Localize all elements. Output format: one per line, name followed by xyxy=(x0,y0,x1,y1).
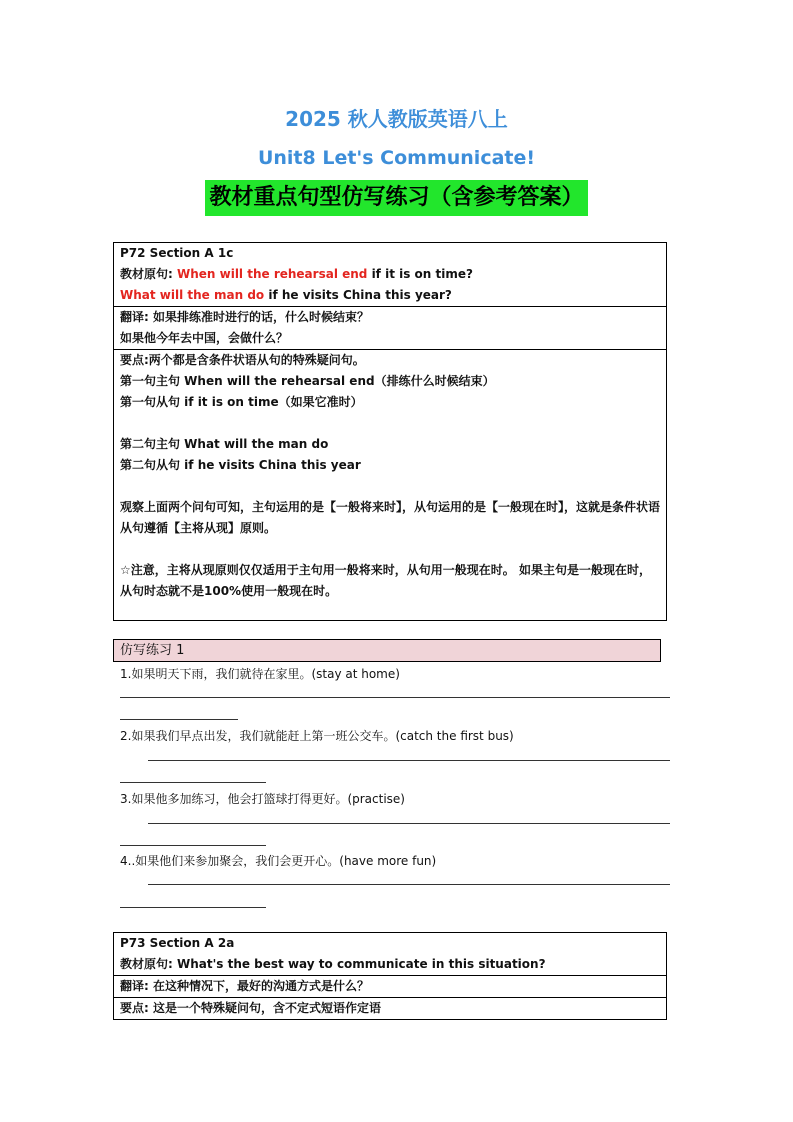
doc-title: 2025 秋人教版英语八上 xyxy=(285,107,508,131)
sentence-box-2 xyxy=(113,932,667,1020)
practice-heading: 仿写练习 1 xyxy=(113,639,661,662)
original-sentence: 教材原句: What's the best way to communicate in this situation? xyxy=(120,957,546,971)
section-ref: P72 Section A 1c xyxy=(120,246,234,260)
sentence-box-1 xyxy=(113,242,667,621)
answer-line xyxy=(120,907,266,908)
translation-line: 如果他今年去中国，会做什么？ xyxy=(120,331,289,345)
exercise-prompt: 3.如果他多加练习，他会打篮球打得更好。(practise) xyxy=(120,792,405,806)
original-label: 教材原句: xyxy=(120,267,177,281)
point-line: 第一句从句 if it is on time（如果它准时） xyxy=(120,395,363,409)
point-line: 第二句主句 What will the man do xyxy=(120,437,329,451)
exercise-item xyxy=(120,852,670,870)
doc-heading: 教材重点句型仿写练习（含参考答案） xyxy=(205,180,587,216)
translation-cell xyxy=(114,307,667,350)
translation-line: 翻译: 如果排练准时进行的话，什么时候结束？ xyxy=(120,310,369,324)
answer-line xyxy=(120,845,266,846)
point-paragraph: 观察上面两个问句可知，主句运用的是【一般将来时】，从句运用的是【一般现在时】，这就是条件状语从句遵循【主将从现】原则。 xyxy=(120,500,661,535)
translation-cell: 翻译: 在这种情况下，最好的沟通方式是什么？ xyxy=(114,976,667,998)
note-paragraph: ☆注意，主将从现原则仅仅适用于主句用一般将来时，从句用一般现在时。 如果主句是一般现在时，从句时态就不是100%使用一般现在时。 xyxy=(120,563,651,598)
point-line: 要点:两个都是含条件状语从句的特殊疑问句。 xyxy=(120,353,365,367)
answer-line xyxy=(120,782,266,783)
original-sentence xyxy=(120,264,660,285)
answer-line xyxy=(148,884,670,885)
exercise-prompt: 1.如果明天下雨，我们就待在家里。(stay at home) xyxy=(120,667,400,681)
exercise-item xyxy=(120,727,670,745)
answer-line xyxy=(120,697,670,698)
original-sub-clause: if it is on time? xyxy=(367,267,473,281)
second-main-clause: What will the man do xyxy=(120,288,265,302)
exercise-prompt: 2.如果我们早点出发，我们就能赶上第一班公交车。(catch the first bus) xyxy=(120,729,514,743)
key-points-cell xyxy=(114,350,667,621)
answer-line xyxy=(148,760,670,761)
original-main-clause: When will the rehearsal end xyxy=(176,267,368,281)
point-line: 第二句从句 if he visits China this year xyxy=(120,458,361,472)
original-sentence-cell xyxy=(114,243,667,307)
exercise-prompt: 4..如果他们来参加聚会，我们会更开心。(have more fun) xyxy=(120,854,437,868)
key-points-cell: 要点: 这是一个特殊疑问句，含不定式短语作定语 xyxy=(114,998,667,1020)
answer-line xyxy=(120,719,238,720)
doc-heading-wrap xyxy=(0,180,793,216)
section-ref: P73 Section A 2a xyxy=(120,936,235,950)
exercise-item xyxy=(120,665,670,683)
original-sentence-cell xyxy=(114,933,667,976)
point-line: 第一句主句 When will the rehearsal end（排练什么时候结束） xyxy=(120,374,495,388)
second-sentence xyxy=(120,285,660,306)
doc-subtitle: Unit8 Let's Communicate! xyxy=(257,147,536,169)
exercise-item xyxy=(120,790,670,808)
answer-line xyxy=(148,823,670,824)
second-sub-clause: if he visits China this year? xyxy=(264,288,452,302)
